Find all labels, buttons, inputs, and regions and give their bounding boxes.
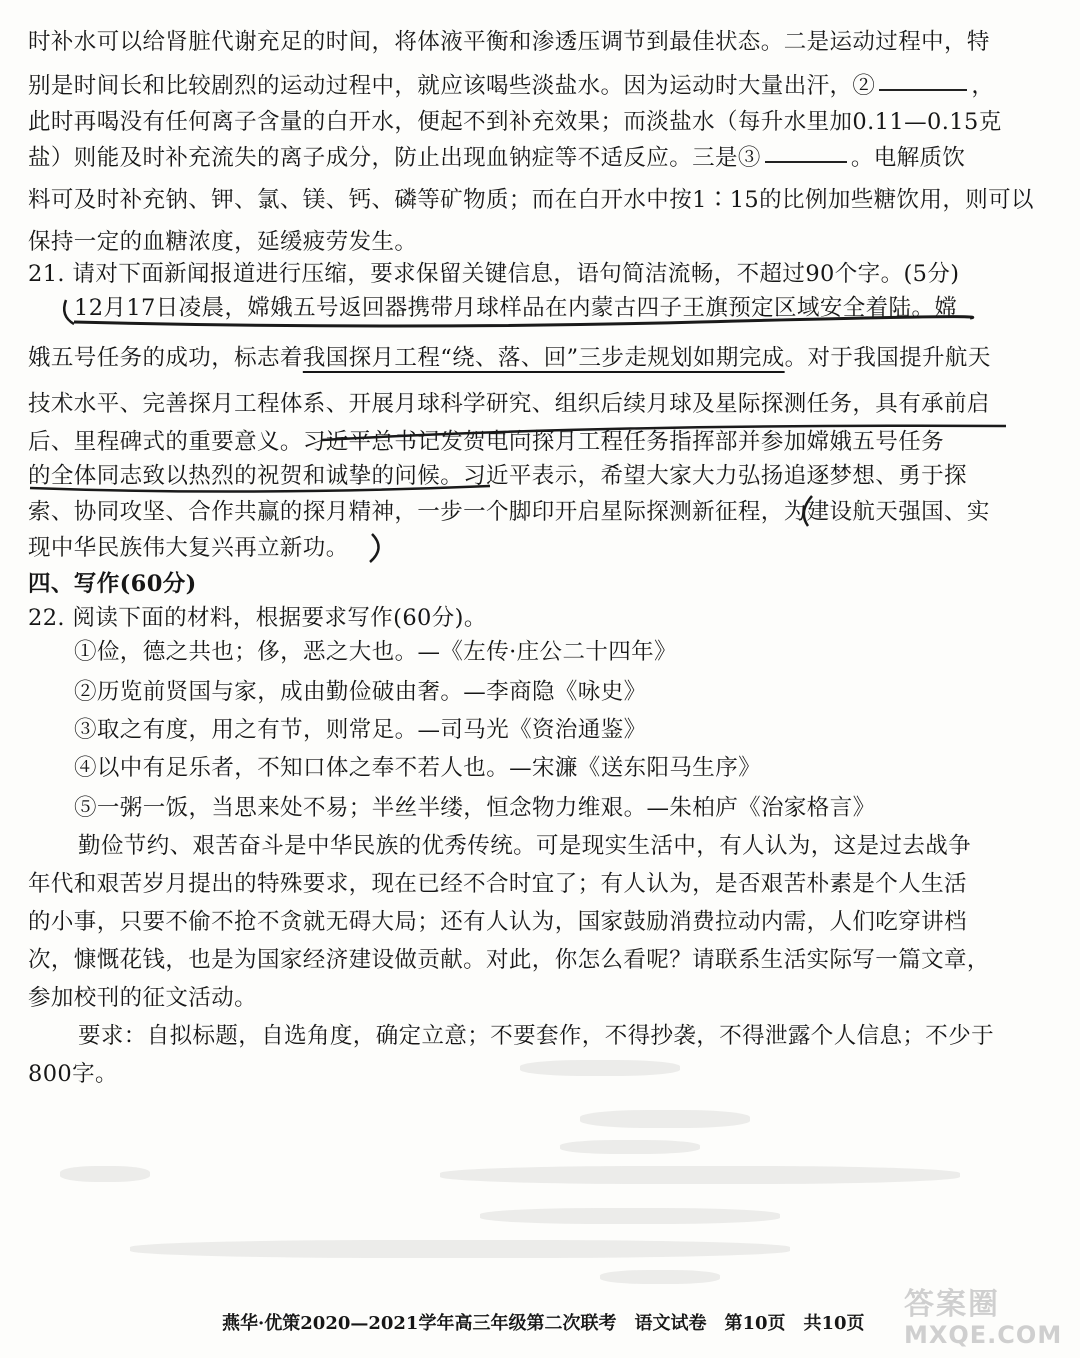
passage-line-1: 时补水可以给肾脏代谢充足的时间，将体液平衡和渗透压调节到最佳状态。二是运动过程中，特 bbox=[28, 29, 990, 55]
requirement-line-2: 800字。 bbox=[28, 1061, 118, 1087]
passage-line-6: 保持一定的血糖浓度，延缓疲劳发生。 bbox=[28, 229, 418, 255]
quote-4: ④以中有足乐者，不知口体之奉不若人也。—宋濂《送东阳马生序》 bbox=[74, 755, 762, 781]
news-key-sentence-3: 习近平总书记发贺电向探月工程任务指挥部并参加嫦娥五号任务 bbox=[302, 429, 945, 455]
news-line-3: 技术水平、完善探月工程体系、开展月球科学研究、组织后续月球及星际探测任务，具有承前启 bbox=[28, 391, 990, 417]
news-line-6: 索、协同攻坚、合作共赢的探月精神，一步一个脚印开启星际探测新征程，为建设航天强国、实 bbox=[28, 499, 990, 525]
passage-line-4: 盐）则能及时补充流失的离子成分，防止出现血钠症等不适反应。三是③ 。电解质饮 bbox=[28, 145, 966, 171]
news-key-phrase-2: 我国探月工程“绕、落、回”三步走规划如期完成 bbox=[302, 345, 785, 371]
bleed-through-smudge bbox=[60, 1166, 150, 1182]
quote-1: ①俭，德之共也；侈，恶之大也。—《左传·庄公二十四年》 bbox=[74, 639, 677, 665]
watermark-logo bbox=[904, 1288, 1074, 1354]
news-line-5: 的全体同志致以热烈的祝贺和诚挚的问候。习近平表示，希望大家大力弘扬追逐梦想、勇于探 bbox=[28, 463, 967, 489]
bleed-through-smudge bbox=[600, 1270, 720, 1284]
passage-line-2: 别是时间长和比较剧烈的运动过程中，就应该喝些淡盐水。因为运动时大量出汗，② ， bbox=[28, 73, 995, 99]
news-line-7: 现中华民族伟大复兴再立新功。 bbox=[28, 535, 349, 561]
page-footer: 燕华·优策2020—2021学年高三年级第二次联考 语文试卷 第10页 共10页 bbox=[222, 1313, 865, 1334]
news-line-1: 12月17日凌晨，嫦娥五号返回器携带月球样品在内蒙古四子王旗预定区域安全着陆。嫦 bbox=[74, 295, 958, 321]
news-line-4: 后、里程碑式的重要意义。习近平总书记发贺电向探月工程任务指挥部并参加嫦娥五号任务 bbox=[28, 429, 945, 455]
requirement-line-1: 要求：自拟标题，自选角度，确定立意；不要套作，不得抄袭，不得泄露个人信息；不少于 bbox=[78, 1023, 995, 1049]
bleed-through-smudge bbox=[440, 1166, 960, 1184]
answer-blank-2[interactable] bbox=[879, 89, 967, 91]
news-key-sentence-3-end: 的全体同志致以热烈的祝贺和诚挚的问候 bbox=[28, 463, 441, 489]
bleed-through-smudge bbox=[560, 1140, 700, 1154]
passage-line-5: 料可及时补充钠、钾、氯、镁、钙、磷等矿物质；而在白开水中按1∶15的比例加些糖饮用，则可以 bbox=[28, 187, 1034, 213]
bleed-through-smudge bbox=[520, 1060, 680, 1076]
passage-line-3: 此时再喝没有任何离子含量的白开水，便起不到补充效果；而淡盐水（每升水里加0.11—0.15克 bbox=[28, 109, 1002, 135]
question-21-prompt: 21. 请对下面新闻报道进行压缩，要求保留关键信息，语句简洁流畅，不超过90个字。(5分) bbox=[28, 261, 960, 287]
bleed-through-smudge bbox=[580, 1110, 750, 1128]
material-line-5: 参加校刊的征文活动。 bbox=[28, 985, 258, 1011]
news-line-2: 娥五号任务的成功，标志着我国探月工程“绕、落、回”三步走规划如期完成。对于我国提升航天 bbox=[28, 345, 991, 371]
material-line-2: 年代和艰苦岁月提出的特殊要求，现在已经不合时宜了；有人认为，是否艰苦朴素是个人生活 bbox=[28, 871, 967, 897]
section-4-heading: 四、写作(60分) bbox=[28, 571, 197, 597]
news-key-sentence-1: 12月17日凌晨，嫦娥五号返回器携带月球样品在内蒙古四子王旗预定区域安全着陆。 bbox=[74, 295, 935, 321]
bleed-through-smudge bbox=[130, 1240, 790, 1258]
news-bracketed-phrase: 为建设航天强国、实 bbox=[783, 499, 990, 525]
watermark-url: MXQE.COM bbox=[904, 1321, 1063, 1349]
bleed-through-smudge bbox=[480, 1208, 780, 1224]
material-line-1: 勤俭节约、艰苦奋斗是中华民族的优秀传统。可是现实生活中，有人认为，这是过去战争 bbox=[78, 833, 972, 859]
material-line-3: 的小事，只要不偷不抢不贪就无碍大局；还有人认为，国家鼓励消费拉动内需，人们吃穿讲档 bbox=[28, 909, 967, 935]
material-line-4: 次，慷慨花钱，也是为国家经济建设做贡献。对此，你怎么看呢？请联系生活实际写一篇文章， bbox=[28, 947, 990, 973]
quote-5: ⑤一粥一饭，当思来处不易；半丝半缕，恒念物力维艰。—朱柏庐《治家格言》 bbox=[74, 795, 876, 821]
watermark-title: 答案圈 bbox=[904, 1287, 1000, 1322]
answer-blank-3[interactable] bbox=[765, 161, 847, 163]
pen-underline-1-start bbox=[64, 300, 74, 324]
quote-2: ②历览前贤国与家，成由勤俭破由奢。—李商隐《咏史》 bbox=[74, 679, 647, 705]
question-22-prompt: 22. 阅读下面的材料，根据要求写作(60分)。 bbox=[28, 605, 487, 631]
quote-3: ③取之有度，用之有节，则常足。—司马光《资治通鉴》 bbox=[74, 717, 647, 743]
